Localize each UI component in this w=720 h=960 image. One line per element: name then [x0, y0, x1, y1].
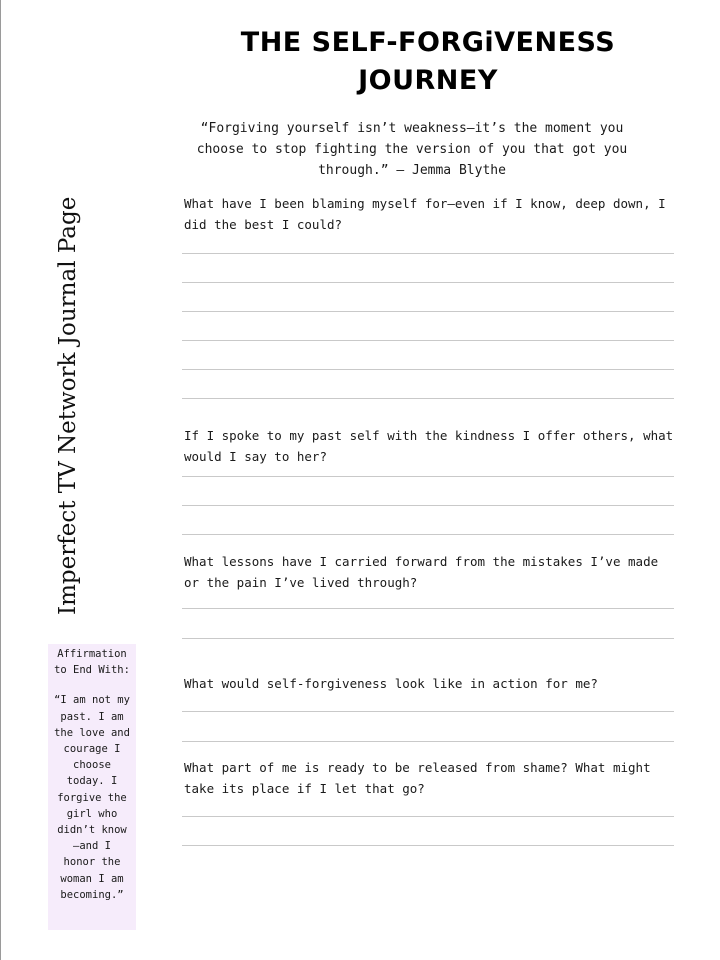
- writing-line[interactable]: [182, 253, 674, 254]
- writing-line[interactable]: [182, 816, 674, 817]
- side-label: Imperfect TV Network Journal Page: [55, 196, 81, 615]
- affirmation-line: honor the: [63, 856, 121, 869]
- title-line-1: THE SELF-FORGiVENESS: [240, 27, 616, 58]
- affirmation-line: didn’t know: [57, 824, 127, 837]
- affirmation-line: past. I am: [60, 710, 124, 723]
- prompt-2: If I spoke to my past self with the kindness I offer others, what would I say to her?: [184, 428, 674, 464]
- prompt-3: What lessons have I carried forward from the mistakes I’ve made or the pain I’ve lived through?: [184, 554, 659, 590]
- writing-line[interactable]: [182, 711, 674, 712]
- affirmation-line: forgive the: [57, 791, 127, 804]
- affirmation-heading-1: Affirmation: [57, 648, 127, 660]
- page-edge-rule: [0, 0, 1, 960]
- prompt-1: What have I been blaming myself for—even if I know, deep down, I did the best I could?: [184, 196, 666, 232]
- writing-line[interactable]: [182, 311, 674, 312]
- writing-line[interactable]: [182, 340, 674, 341]
- affirmation-line: courage I: [63, 743, 121, 756]
- affirmation-box: [48, 644, 136, 930]
- affirmation-line: “I am not my: [54, 694, 130, 707]
- writing-line[interactable]: [182, 398, 674, 399]
- writing-line[interactable]: [182, 369, 674, 370]
- affirmation-line: the love and: [54, 726, 130, 739]
- writing-line[interactable]: [182, 534, 674, 535]
- writing-line[interactable]: [182, 505, 674, 506]
- page-title: [178, 24, 678, 100]
- title-line-2: JOURNEY: [358, 65, 498, 96]
- writing-line[interactable]: [182, 638, 674, 639]
- affirmation-line: becoming.”: [60, 888, 124, 901]
- writing-line[interactable]: [182, 608, 674, 609]
- prompt-4: What would self-forgiveness look like in action for me?: [184, 676, 598, 691]
- writing-line[interactable]: [182, 476, 674, 477]
- affirmation-line: choose: [73, 759, 111, 772]
- writing-line[interactable]: [182, 282, 674, 283]
- affirmation-line: —and I: [73, 840, 111, 853]
- affirmation-heading-2: to End With:: [54, 664, 130, 677]
- affirmation-line: today. I: [66, 775, 118, 788]
- epigraph-quote: “Forgiving yourself isn’t weakness—it’s the moment you choose to stop fighting the version of you that got you through.” — Jemma Blythe: [196, 121, 628, 178]
- writing-line[interactable]: [182, 845, 674, 846]
- prompt-5: What part of me is ready to be released from shame? What might take its place if I let that go?: [184, 760, 651, 796]
- affirmation-line: girl who: [66, 807, 118, 820]
- writing-line[interactable]: [182, 741, 674, 742]
- affirmation-line: woman I am: [60, 872, 124, 885]
